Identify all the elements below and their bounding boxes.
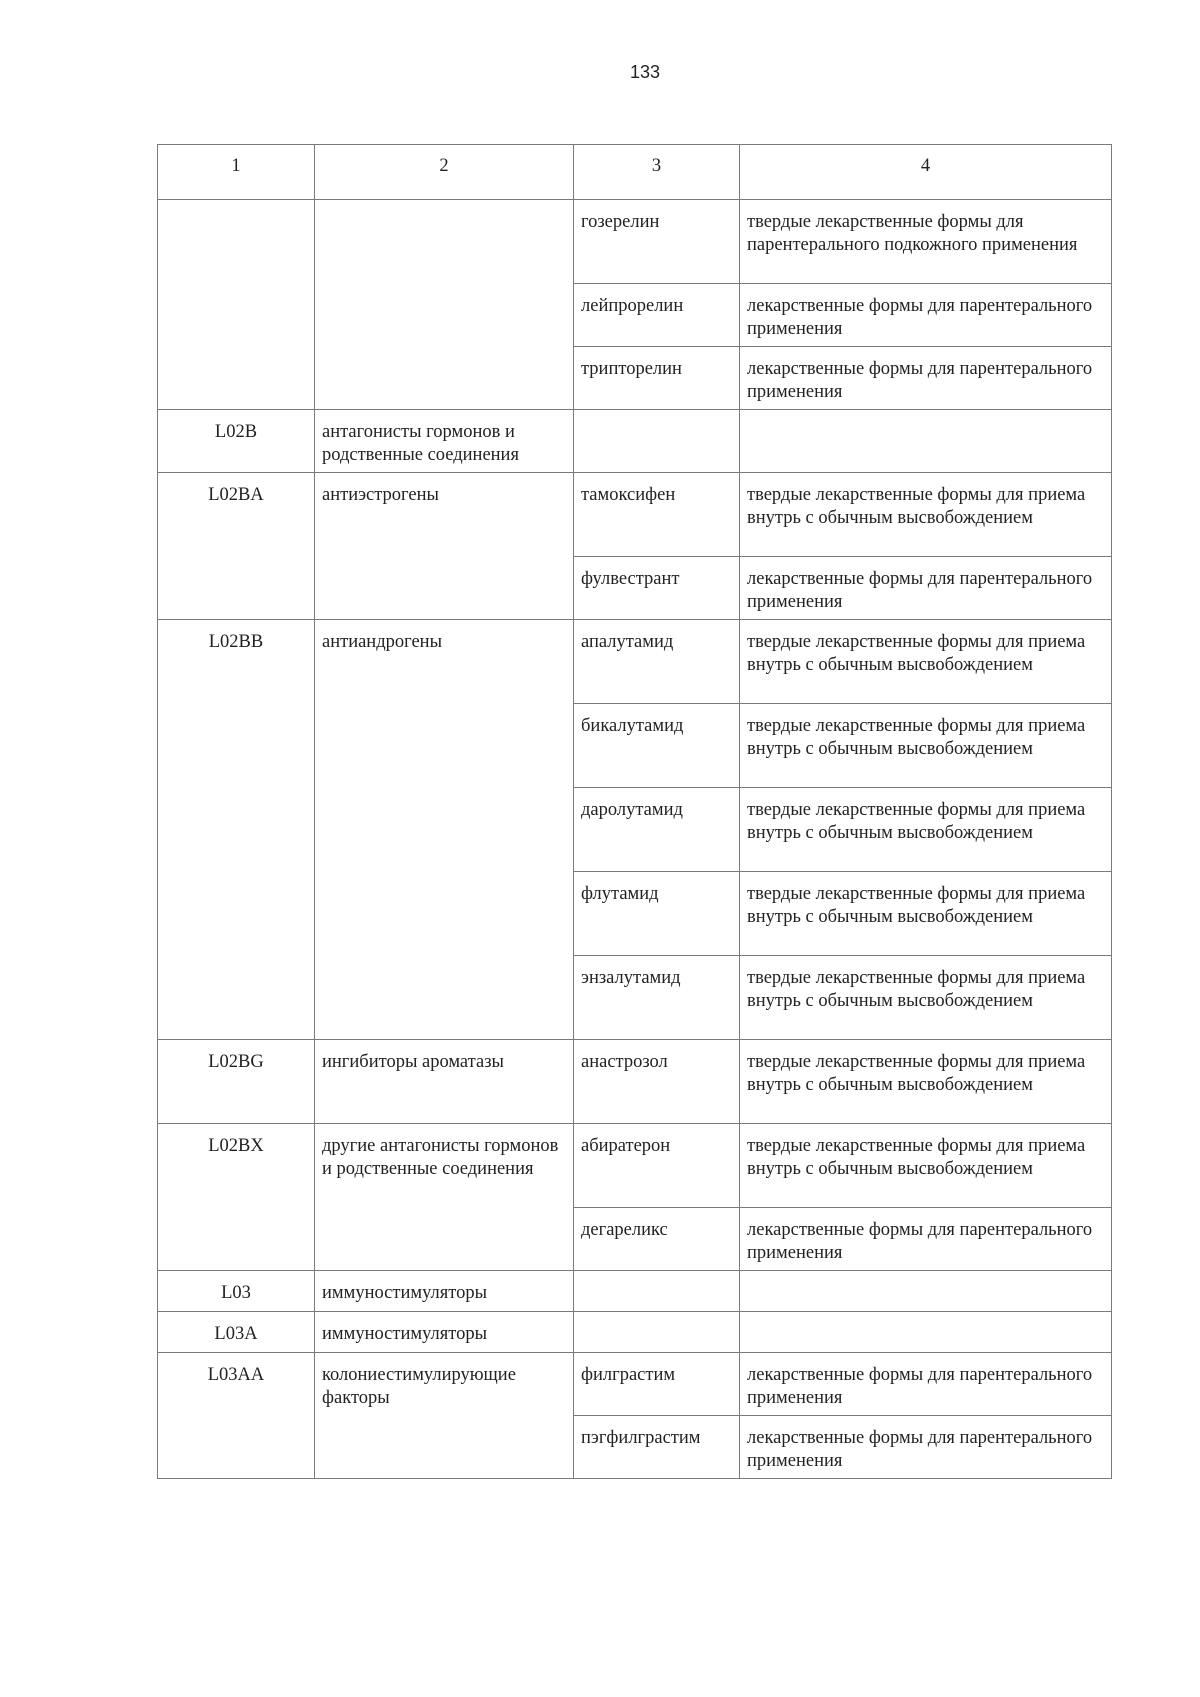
header-col-2: 2 [315,145,574,200]
drug-name-cell: флутамид [574,872,740,956]
group-name-cell: антиандрогены [315,620,574,1040]
table-row [158,410,1112,473]
atc-code-cell: L02B [158,410,315,473]
dosage-form-cell: лекарственные формы для парентерального применения [740,1416,1112,1479]
table-row [158,1040,1112,1124]
group-name-cell: иммуностимуляторы [315,1312,574,1353]
atc-code-cell: L02BA [158,473,315,620]
dosage-form-cell: твердые лекарственные формы для приема внутрь с обычным высвобождением [740,473,1112,557]
header-col-4: 4 [740,145,1112,200]
dosage-form-cell: лекарственные формы для парентерального применения [740,557,1112,620]
drug-name-cell: пэгфилграстим [574,1416,740,1479]
dosage-form-cell: твердые лекарственные формы для приема внутрь с обычным высвобождением [740,956,1112,1040]
drug-name-cell: энзалутамид [574,956,740,1040]
group-name-cell: колониестимулирующие факторы [315,1353,574,1479]
dosage-form-cell: лекарственные формы для парентерального применения [740,347,1112,410]
drug-name-cell [574,1271,740,1312]
header-col-3: 3 [574,145,740,200]
drug-name-cell: апалутамид [574,620,740,704]
drug-name-cell: гозерелин [574,200,740,284]
drug-name-cell: лейпрорелин [574,284,740,347]
dosage-form-cell: твердые лекарственные формы для приема внутрь с обычным высвобождением [740,788,1112,872]
table-row [158,620,1112,704]
dosage-form-cell: твердые лекарственные формы для парентерального подкожного применения [740,200,1112,284]
atc-code-cell [158,200,315,410]
drug-table [157,144,1112,1479]
group-name-cell: ингибиторы ароматазы [315,1040,574,1124]
drug-name-cell: трипторелин [574,347,740,410]
table-row [158,1353,1112,1416]
dosage-form-cell: твердые лекарственные формы для приема внутрь с обычным высвобождением [740,704,1112,788]
group-name-cell [315,200,574,410]
atc-code-cell: L03AA [158,1353,315,1479]
dosage-form-cell: твердые лекарственные формы для приема внутрь с обычным высвобождением [740,620,1112,704]
drug-name-cell: абиратерон [574,1124,740,1208]
dosage-form-cell [740,1271,1112,1312]
drug-name-cell: дегареликс [574,1208,740,1271]
atc-code-cell: L02BX [158,1124,315,1271]
dosage-form-cell: твердые лекарственные формы для приема внутрь с обычным высвобождением [740,1040,1112,1124]
dosage-form-cell: лекарственные формы для парентерального применения [740,284,1112,347]
drug-name-cell [574,1312,740,1353]
atc-code-cell: L03A [158,1312,315,1353]
drug-name-cell: даролутамид [574,788,740,872]
table-header-row [158,145,1112,200]
table-row [158,200,1112,284]
drug-name-cell: фулвестрант [574,557,740,620]
table-row [158,1271,1112,1312]
drug-name-cell: тамоксифен [574,473,740,557]
dosage-form-cell [740,1312,1112,1353]
atc-code-cell: L03 [158,1271,315,1312]
dosage-form-cell: лекарственные формы для парентерального применения [740,1353,1112,1416]
group-name-cell: антагонисты гормонов и родственные соединения [315,410,574,473]
dosage-form-cell [740,410,1112,473]
header-col-1: 1 [158,145,315,200]
group-name-cell: антиэстрогены [315,473,574,620]
group-name-cell: другие антагонисты гормонов и родственные соединения [315,1124,574,1271]
table-row [158,1124,1112,1208]
page-number: 133 [629,62,661,82]
drug-name-cell [574,410,740,473]
drug-name-cell: анастрозол [574,1040,740,1124]
table-row [158,473,1112,557]
group-name-cell: иммуностимуляторы [315,1271,574,1312]
drug-name-cell: бикалутамид [574,704,740,788]
atc-code-cell: L02BB [158,620,315,1040]
table-row [158,1312,1112,1353]
drug-name-cell: филграстим [574,1353,740,1416]
dosage-form-cell: твердые лекарственные формы для приема внутрь с обычным высвобождением [740,872,1112,956]
dosage-form-cell: твердые лекарственные формы для приема внутрь с обычным высвобождением [740,1124,1112,1208]
atc-code-cell: L02BG [158,1040,315,1124]
dosage-form-cell: лекарственные формы для парентерального применения [740,1208,1112,1271]
